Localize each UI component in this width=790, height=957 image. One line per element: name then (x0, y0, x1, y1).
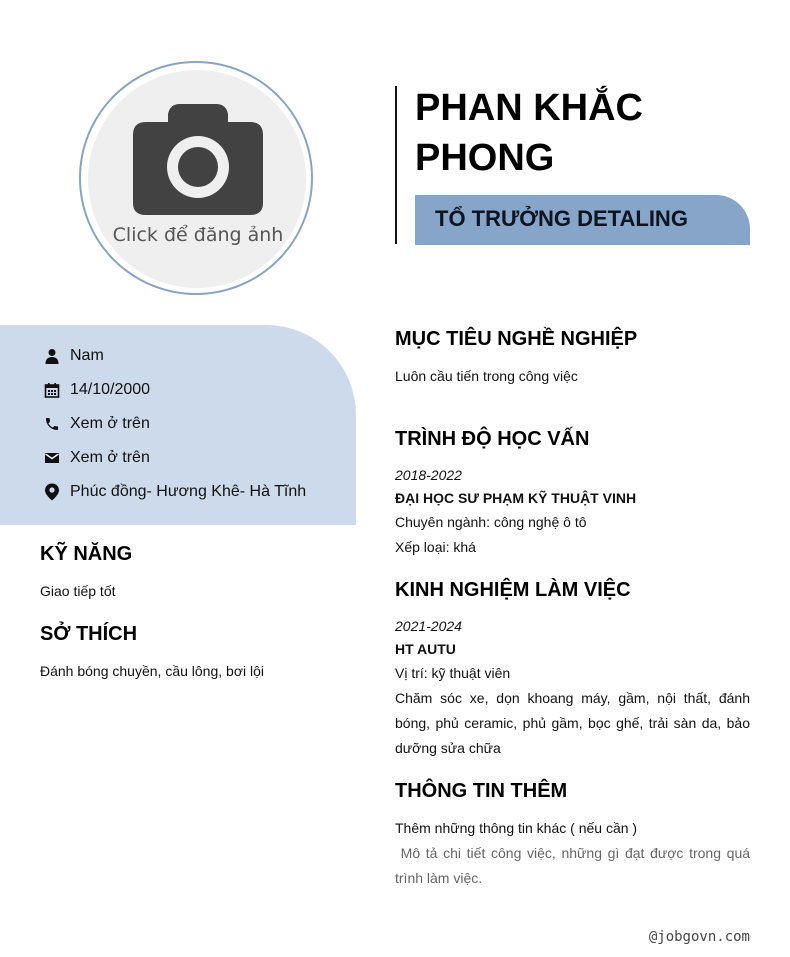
email-value: Xem ở trên (70, 449, 150, 466)
education-title: TRÌNH ĐỘ HỌC VẤN (395, 428, 590, 450)
upload-photo-label[interactable]: Click để đăng ảnh (112, 224, 284, 246)
contact-email (40, 446, 150, 470)
experience-title: KINH NGHIỆM LÀM VIỆC (395, 579, 631, 601)
hobbies-text: Đánh bóng chuyền, cầu lông, bơi lội (40, 663, 264, 679)
location-pin-icon (40, 480, 64, 504)
name-divider (395, 86, 397, 244)
experience-description: Chăm sóc xe, dọn khoang máy, gầm, nội thất, đánh bóng, phủ ceramic, phủ gầm, bọc ghế, trải sàn da, bảo dưỡng sửa chữa (395, 690, 750, 756)
education-grade: Xếp loại: khá (395, 539, 476, 555)
phone-value: Xem ở trên (70, 415, 150, 432)
objective-title: MỤC TIÊU NGHỀ NGHIỆP (395, 328, 638, 350)
extra-info-description: Mô tả chi tiết công việc, những gì đạt được trong quá trình làm việc. (395, 845, 754, 886)
experience-company: HT AUTU (395, 641, 456, 657)
birthday-value: 14/10/2000 (70, 381, 151, 398)
education-school: ĐẠI HỌC SƯ PHẠM KỸ THUẬT VINH (395, 490, 637, 506)
person-icon (40, 344, 64, 368)
mail-icon (40, 446, 64, 470)
site-watermark: @jobgovn.com (648, 929, 750, 945)
contact-phone (40, 412, 150, 436)
skills-title: KỸ NĂNG (40, 543, 133, 565)
camera-icon[interactable] (132, 102, 264, 216)
extra-info-title: THÔNG TIN THÊM (395, 780, 568, 802)
calendar-icon (40, 378, 64, 402)
experience-period: 2021-2024 (395, 618, 462, 634)
education-major: Chuyên ngành: công nghệ ô tô (395, 514, 587, 530)
gender-value: Nam (70, 347, 104, 364)
full-name-line-1: PHAN KHẮC (415, 87, 643, 129)
full-name-line-2: PHONG (415, 137, 555, 179)
job-title: TỔ TRƯỞNG DETALING (435, 206, 688, 231)
skills-text: Giao tiếp tốt (40, 583, 116, 599)
contact-address (40, 480, 306, 504)
hobbies-title: SỞ THÍCH (40, 623, 138, 645)
extra-info-text: Thêm những thông tin khác ( nếu cần ) (395, 820, 638, 836)
objective-text: Luôn cầu tiến trong công việc (395, 368, 578, 384)
contact-gender (40, 344, 104, 368)
contact-birthday (40, 378, 150, 402)
education-period: 2018-2022 (395, 467, 462, 483)
job-title-badge (415, 195, 750, 245)
address-value: Phúc đồng- Hương Khê- Hà Tĩnh (70, 483, 307, 500)
phone-icon (40, 412, 64, 436)
experience-role: Vị trí: kỹ thuật viên (395, 665, 511, 681)
